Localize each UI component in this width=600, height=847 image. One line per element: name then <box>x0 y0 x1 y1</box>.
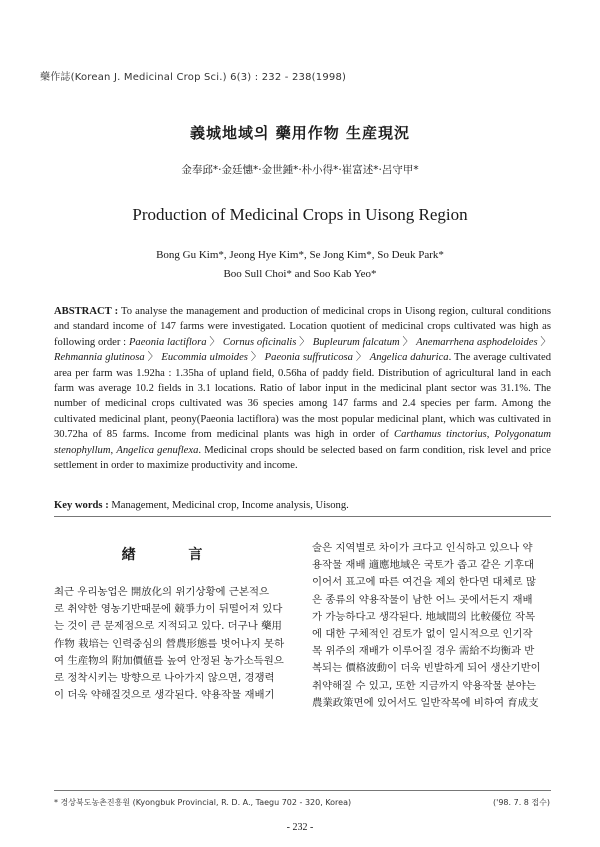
text-line: 최근 우리농업은 開放化의 위기상황에 근본적으 <box>54 586 270 598</box>
divider <box>54 516 551 517</box>
species-name: Bupleurum falcatum <box>312 336 400 348</box>
text-line: 목 위주의 재배가 이루어질 경우 需給不均衡과 반 <box>312 645 535 658</box>
species-name: Carthamus tinctorius <box>394 429 487 441</box>
species-name: Eucommia ulmoides <box>161 352 248 364</box>
abstract-text: . The average cultivated area per farm was 1.92ha : 1.35ha of upland field, 0.56ha of paddy field. Distribution of agricultural land in each farm was average 10.2 fields in 3.1 locations. Ratio of labor input in the medicinal plant sector was 31.1%. The number of medicinal crops cultivated was 36 species among 147 farms and 2.4 species per farm. Among the cultivated medicinal plant, peony(Paeonia lactiflora) was the most popular medicinal plant, which was cultivated in 30.72ha of 85 farms. Income from medicinal plants was high in order of <box>54 352 552 441</box>
journal-citation: 藥作誌(Korean J. Medicinal Crop Sci.) 6(3) : 232 - 238(1998) <box>40 72 347 83</box>
separator: 〉 <box>399 336 417 348</box>
species-name: Cornus oficinalis <box>222 336 297 348</box>
section-heading: 緖 言 <box>121 547 227 563</box>
keywords-label: Key words : <box>54 500 109 511</box>
separator: 〉 <box>247 352 265 364</box>
separator: 〉 <box>206 336 223 348</box>
text-line: 作物 栽培는 인력중심의 營農形態를 벗어나지 못하 <box>54 637 285 650</box>
text-line: 용작물 재배 適應地域은 국토가 좁고 같은 기후대 <box>312 559 534 572</box>
keywords <box>54 500 551 511</box>
text-line: 는 것이 큰 문제점으로 지적되고 있다. 더구나 藥用 <box>54 620 282 633</box>
separator: , <box>486 429 495 441</box>
affiliation-footnote: * 경상북도농촌진흥원 (Kyongbuk Provincial, R. D. A., Taegu 702 - 320, Korea) <box>54 798 352 807</box>
species-name: Angelica genuflexa <box>116 444 199 456</box>
species-name: Polygonatum stenophyllum <box>54 429 551 456</box>
abstract-text: . Medicinal crops should be selected based on farm condition, risk level and price settlement in order to maximize productivity and income. <box>54 444 552 472</box>
species-name: Paeonia lactiflora <box>128 336 207 348</box>
abstract-text: To analyse the management and production of medicinal crops in Uisong region, cultural conditions and standard income of 147 farms were investigated. Location quotient of medicinal crops cultivated was high as following order : <box>54 306 551 348</box>
separator: 〉 <box>352 352 370 364</box>
body-column-right <box>312 540 552 712</box>
text-line: 은 종류의 약용작물이 남한 어느 곳에서든지 재배 <box>312 593 533 606</box>
korean-title: 義城地域의 藥用作物 生産現況 <box>190 124 410 142</box>
text-line: 여 生産物의 附加價値를 높여 안정된 농가소득원으 <box>54 654 284 667</box>
page-number: - 232 - <box>286 822 314 833</box>
separator: 〉 <box>537 336 552 348</box>
authors-line-1: Bong Gu Kim*, Jeong Hye Kim*, Se Jong Kim*, So Deuk Park* <box>156 249 444 261</box>
english-authors <box>0 246 600 284</box>
text-line: 술은 지역별로 차이가 크다고 인식하고 있으나 약 <box>312 542 533 554</box>
species-name: Anemarrhena asphodeloides <box>416 336 538 348</box>
species-name: Angelica dahurica <box>369 352 449 364</box>
text-line: 이어서 표고에 따른 여건을 제외 한다면 대체로 많 <box>312 576 536 589</box>
separator: 〉 <box>296 336 313 348</box>
footnote-divider <box>54 790 551 791</box>
species-name: Paeonia suffruticosa <box>264 352 353 364</box>
body-column-left <box>54 540 294 704</box>
text-line: 에 대한 구체적인 검토가 없이 일시적으로 인기작 <box>312 628 533 641</box>
text-line: 農業政策면에 있어서도 일반작목에 비하여 育成支 <box>312 696 539 709</box>
received-date: ('98. 7. 8 접수) <box>493 798 550 807</box>
keywords-text: Management, Medicinal crop, Income analysis, Uisong. <box>108 500 349 511</box>
text-line: 취약해질 수 있고, 또한 지금까지 약용작물 분야는 <box>312 679 536 692</box>
english-title: Production of Medicinal Crops in Uisong Region <box>132 205 468 224</box>
text-line: 로 취약한 영농기반때문에 競爭力이 뒤떨어져 있다 <box>54 603 283 616</box>
text-line: 이 더욱 약해질것으로 생각된다. 약용작물 재배기 <box>54 689 275 702</box>
abstract-label: ABSTRACT : <box>54 306 119 317</box>
text-line: 로 정착시키는 방향으로 나아가지 않으면, 경쟁력 <box>54 672 275 685</box>
species-name: Rehmannia glutinosa <box>54 352 145 364</box>
korean-authors: 金奉邱*·金廷憓*·金世鍾*·朴小得*·崔富述*·呂守甲* <box>181 164 419 176</box>
text-line: 복되는 價格波動이 더욱 빈발하게 되어 생산기반이 <box>312 662 541 675</box>
text-line: 가 가능하다고 생각된다. 地域間의 比較優位 작목 <box>312 610 536 623</box>
authors-line-2: Boo Sull Choi* and Soo Kab Yeo* <box>223 268 377 280</box>
abstract <box>54 304 551 473</box>
separator: 〉 <box>144 352 162 364</box>
separator: , <box>110 444 117 456</box>
